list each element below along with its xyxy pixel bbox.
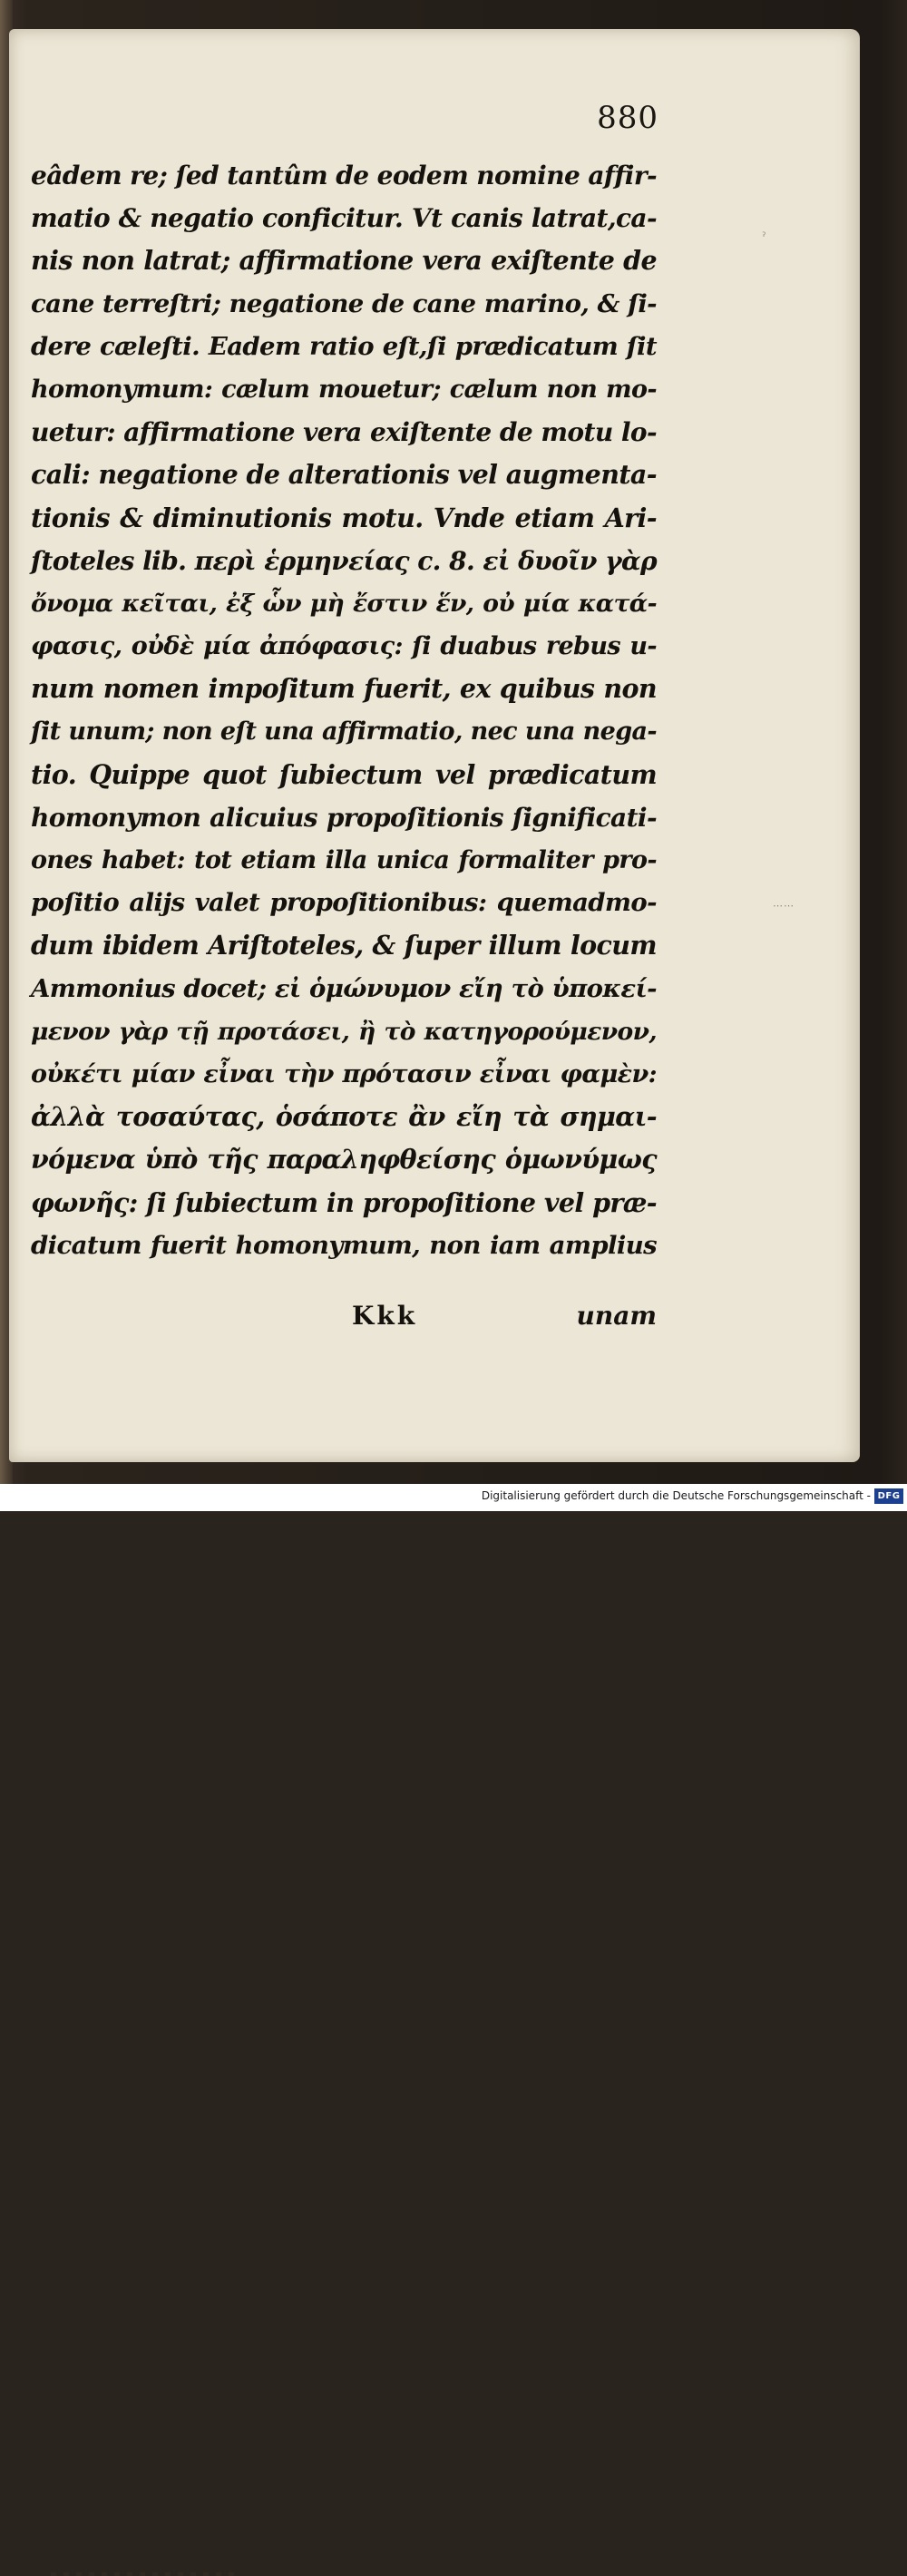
text-line: eâdem re; ſed tantûm de eodem nomine affir-: [31, 161, 657, 190]
text-line: ſtoteles lib. περὶ ἑρμηνείας c. 8. εἰ δυοῖν γὰρ: [31, 545, 657, 576]
catchword: unam: [576, 1301, 657, 1331]
text-line: ones habet: tot etiam illa unica formaliter pro-: [31, 846, 657, 874]
text-line: nis non latrat; affirmatione vera exiſtente de: [31, 245, 657, 277]
text-line: νόμενα ὑπὸ τῆς παραληφθείσης ὁμωνύμως: [31, 1144, 657, 1176]
text-line: tionis & diminutionis motu. Vnde etiam Ari-: [31, 502, 657, 533]
ink-smudge: [51, 2572, 241, 2576]
text-block: [31, 154, 657, 1267]
page-number: 880: [597, 100, 658, 136]
credit-text: Digitalisierung gefördert durch die Deutsche Forschungsgemeinschaft -: [481, 1489, 871, 1502]
text-line: uetur: affirmatione vera exiſtente de motu lo-: [31, 417, 657, 448]
margin-speck: ˀ: [762, 230, 766, 243]
dfg-logo: DFG: [874, 1488, 903, 1504]
text-line: ἀλλὰ τοσαύτας, ὁσάποτε ἂν εἴη τὰ σημαι-: [31, 1101, 657, 1133]
text-line: cali: negatione de alterationis vel augmenta-: [31, 459, 657, 491]
text-line: matio & negatio conficitur. Vt canis latrat,ca-: [31, 203, 657, 234]
text-line: tio. Quippe quot ſubiectum vel prædicatum: [31, 758, 657, 790]
text-line: poſitio alijs valet propoſitionibus: quemadmo-: [31, 888, 657, 918]
margin-bleedthrough: ⋯⋯: [773, 900, 795, 912]
text-line: homonymum: cælum mouetur; cælum non mo-: [31, 375, 657, 404]
text-line: μενον γὰρ τῇ προτάσει, ἢ τὸ κατηγορούμενον,: [31, 1017, 657, 1046]
text-line: φασις, οὐδὲ μία ἀπόφασις: ſi duabus rebus u-: [31, 632, 657, 661]
text-line: ὄνομα κεῖται, ἐξ ὧν μὴ ἔστιν ἕν, οὐ μία κατά-: [31, 589, 657, 618]
signature-mark: Kkk: [352, 1301, 418, 1331]
text-line: dicatum fuerit homonymum, non iam amplius: [31, 1230, 657, 1260]
text-line: Ammonius docet; εἰ ὁμώνυμον εἴη τὸ ὑποκεί-: [31, 973, 657, 1003]
digitization-credit-bar: [0, 1484, 907, 1511]
book-page: [9, 29, 860, 1462]
page-footer: [31, 1301, 657, 1346]
text-line: cane terreſtri; negatione de cane marino, & ſi-: [31, 288, 657, 318]
text-line: dum ibidem Ariſtoteles, & ſuper illum locum: [31, 930, 657, 961]
text-line: ſit unum; non eſt una affirmatio, nec una nega-: [31, 717, 657, 746]
text-line: dere cæleſti. Eadem ratio eſt,ſi prædicatum ſit: [31, 331, 657, 361]
text-line: num nomen impoſitum fuerit, ex quibus non: [31, 673, 657, 705]
text-line: οὐκέτι μίαν εἶναι τὴν πρότασιν εἶναι φαμὲν:: [31, 1059, 657, 1088]
text-line: φωνῆς: ſi ſubiectum in propoſitione vel præ-: [31, 1186, 657, 1218]
text-line: homonymon alicuius propoſitionis ſignificati-: [31, 802, 657, 833]
